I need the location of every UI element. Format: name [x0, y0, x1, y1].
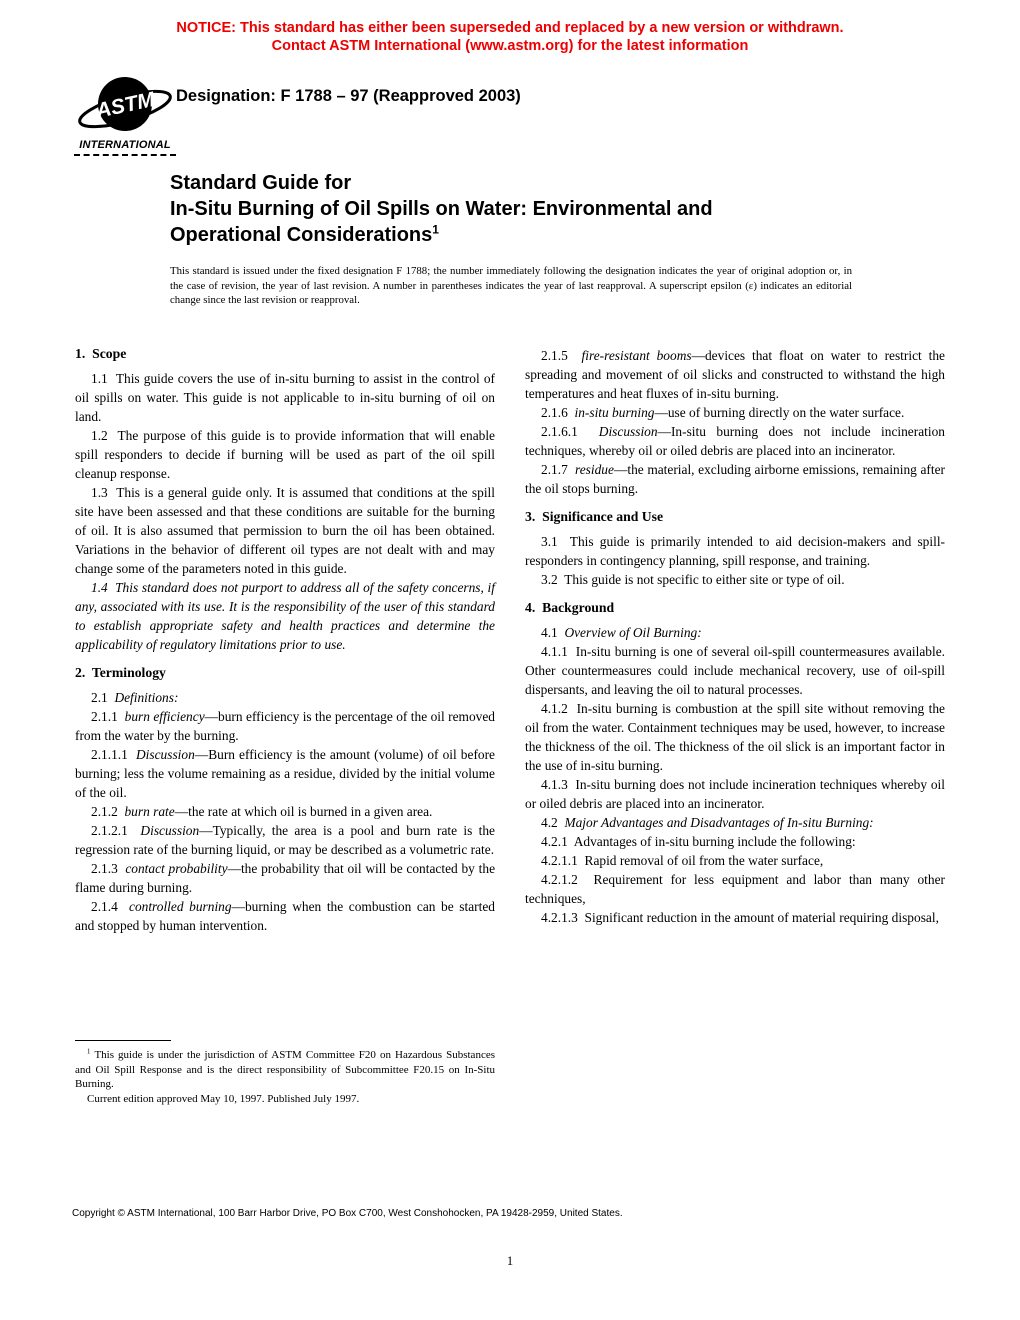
- body-paragraph: 4.2.1.1 Rapid removal of oil from the water surface,: [541, 853, 824, 868]
- title-line-3: Operational Considerations$^1$: [170, 222, 439, 246]
- body-paragraph: 2.1.6.1 Discussion—In-situ burning does not include incineration techniques, whereby oil or oiled debris are placed into an incinerator.: [525, 424, 945, 458]
- body-paragraph: 3.1 This guide is primarily intended to aid decision-makers and spill-responders in contingency planning, spill response, and training.: [525, 534, 945, 568]
- section-heading: 2. Terminology: [75, 665, 166, 680]
- body-paragraph: 2.1.2 burn rate—the rate at which oil is burned in a given area.: [91, 804, 433, 819]
- body-paragraph: 2.1.1 burn efficiency—burn efficiency is the percentage of the oil removed from the water by the burning.: [75, 709, 495, 743]
- body-paragraph: 2.1.4 controlled burning—burning when the combustion can be started and stopped by human intervention.: [75, 899, 495, 933]
- astm-logo: [74, 74, 176, 156]
- footnote-body: [75, 1048, 495, 1106]
- page-number: 1: [506, 1254, 514, 1268]
- body-paragraph: 4.1.1 In-situ burning is one of several oil-spill countermeasures available. Other countermeasures could include mechanical recovery, use of oil-spill dispersants, and leaving the oil to natural processes.: [525, 644, 945, 697]
- body-paragraph: 2.1.6 in-situ burning—use of burning directly on the water surface.: [541, 405, 905, 420]
- astm-acronym: ASTM: [93, 88, 157, 123]
- issuing-note: This standard is issued under the fixed designation F 1788; the number immediately following the designation indicates the year of original adoption or, in the case of revision, the year of last revision. A number in parentheses indicates the year of last reapproval. A superscript epsilon (ε) indicates an editorial change since the last revision or reapproval.: [170, 265, 852, 307]
- body-paragraph: 3.2 This guide is not specific to either site or type of oil.: [541, 572, 845, 587]
- body-paragraph: 4.2.1.3 Significant reduction in the amount of material requiring disposal,: [541, 910, 939, 925]
- title-footnote-marker: 1: [432, 222, 439, 237]
- footnote-paragraph: $^1$ This guide is under the jurisdiction of ASTM Committee F20 on Hazardous Substances and Oil Spill Response and is the direct responsibility of Subcommittee F20.15 on In-Situ Burning.: [75, 1048, 495, 1091]
- footnote-paragraph: Current edition approved May 10, 1997. Published July 1997.: [87, 1092, 360, 1105]
- document-title: [170, 170, 930, 248]
- body-paragraph: 1.2 The purpose of this guide is to provide information that will enable spill responders to decide if burning will be used as part of the oil spill cleanup response.: [75, 428, 495, 481]
- body-paragraph: 1.4 This standard does not purport to address all of the safety concerns, if any, associated with its use. It is the responsibility of the user of this standard to establish appropriate safety and health practices and determine the applicability of regulatory limitations prior to use.: [75, 580, 495, 652]
- right-column: [525, 346, 945, 927]
- supersession-notice: [0, 20, 1020, 55]
- body-paragraph: 4.1.2 In-situ burning is combustion at the spill site without removing the oil from the water. Containment techniques may be used, however, to increase the thickness of the oil. The thickness of the oil slick is an important factor in the use of in-situ burning.: [525, 701, 945, 773]
- section-heading: 3. Significance and Use: [525, 509, 664, 524]
- body-paragraph: 4.2.1.2 Requirement for less equipment and labor than many other techniques,: [525, 872, 945, 906]
- footnote-block: [75, 1040, 495, 1106]
- designation-line: Designation: F 1788 – 97 (Reapproved 2003): [176, 87, 521, 105]
- body-paragraph: 2.1.5 fire-resistant booms—devices that float on water to restrict the spreading and movement of oil slicks and constructed to withstand the high temperatures and heat fluxes of in-situ burning.: [525, 348, 945, 401]
- section-heading: 1. Scope: [75, 346, 127, 361]
- body-paragraph: 1.1 This guide covers the use of in-situ burning to assist in the control of oil spills on water. This guide is not applicable to in-situ burning of oil on land.: [75, 371, 495, 424]
- body-paragraph: 4.2.1 Advantages of in-situ burning include the following:: [541, 834, 856, 849]
- body-paragraph: 4.2 Major Advantages and Disadvantages of In-situ Burning:: [541, 815, 874, 830]
- body-paragraph: 4.1.3 In-situ burning does not include incineration techniques whereby oil or oiled debris are placed into an incinerator.: [525, 777, 945, 811]
- body-paragraph: 2.1.1.1 Discussion—Burn efficiency is the amount (volume) of oil before burning; less the volume remaining as a residue, divided by the initial volume of the oil.: [75, 747, 495, 800]
- title-line-1: Standard Guide for: [170, 172, 352, 194]
- left-column: [75, 346, 495, 935]
- notice-line-1: NOTICE: This standard has either been superseded and replaced by a new version or withdrawn.: [176, 20, 844, 36]
- body-paragraph: 2.1.3 contact probability—the probability that oil will be contacted by the flame during burning.: [75, 861, 496, 895]
- body-paragraph: 2.1.2.1 Discussion—Typically, the area is a pool and burn rate is the regression rate of the burning liquid, or may be described as a volumetric rate.: [75, 823, 495, 857]
- astm-international-label: INTERNATIONAL: [74, 139, 176, 156]
- section-heading: 4. Background: [525, 600, 615, 615]
- footnote-rule: [75, 1040, 171, 1041]
- body-paragraph: 2.1.7 residue—the material, excluding airborne emissions, remaining after the oil stops burning.: [525, 462, 945, 496]
- body-paragraph: 2.1 Definitions:: [91, 690, 179, 705]
- copyright-line: Copyright © ASTM International, 100 Barr Harbor Drive, PO Box C700, West Conshohocken, PA 19428-2959, United States.: [72, 1208, 623, 1219]
- body-paragraph: 4.1 Overview of Oil Burning:: [541, 625, 702, 640]
- title-line-2: In-Situ Burning of Oil Spills on Water: Environmental and: [170, 198, 713, 220]
- body-paragraph: 1.3 This is a general guide only. It is assumed that conditions at the spill site have been assessed and that these conditions are suitable for the burning of oil. It is also assumed that permission to burn the oil has been obtained. Variations in the behavior of different oil types are not dealt with and may change some of the parameters noted in this guide.: [75, 485, 495, 576]
- astm-globe-icon: [75, 74, 175, 138]
- notice-line-2: Contact ASTM International (www.astm.org) for the latest information: [271, 37, 749, 54]
